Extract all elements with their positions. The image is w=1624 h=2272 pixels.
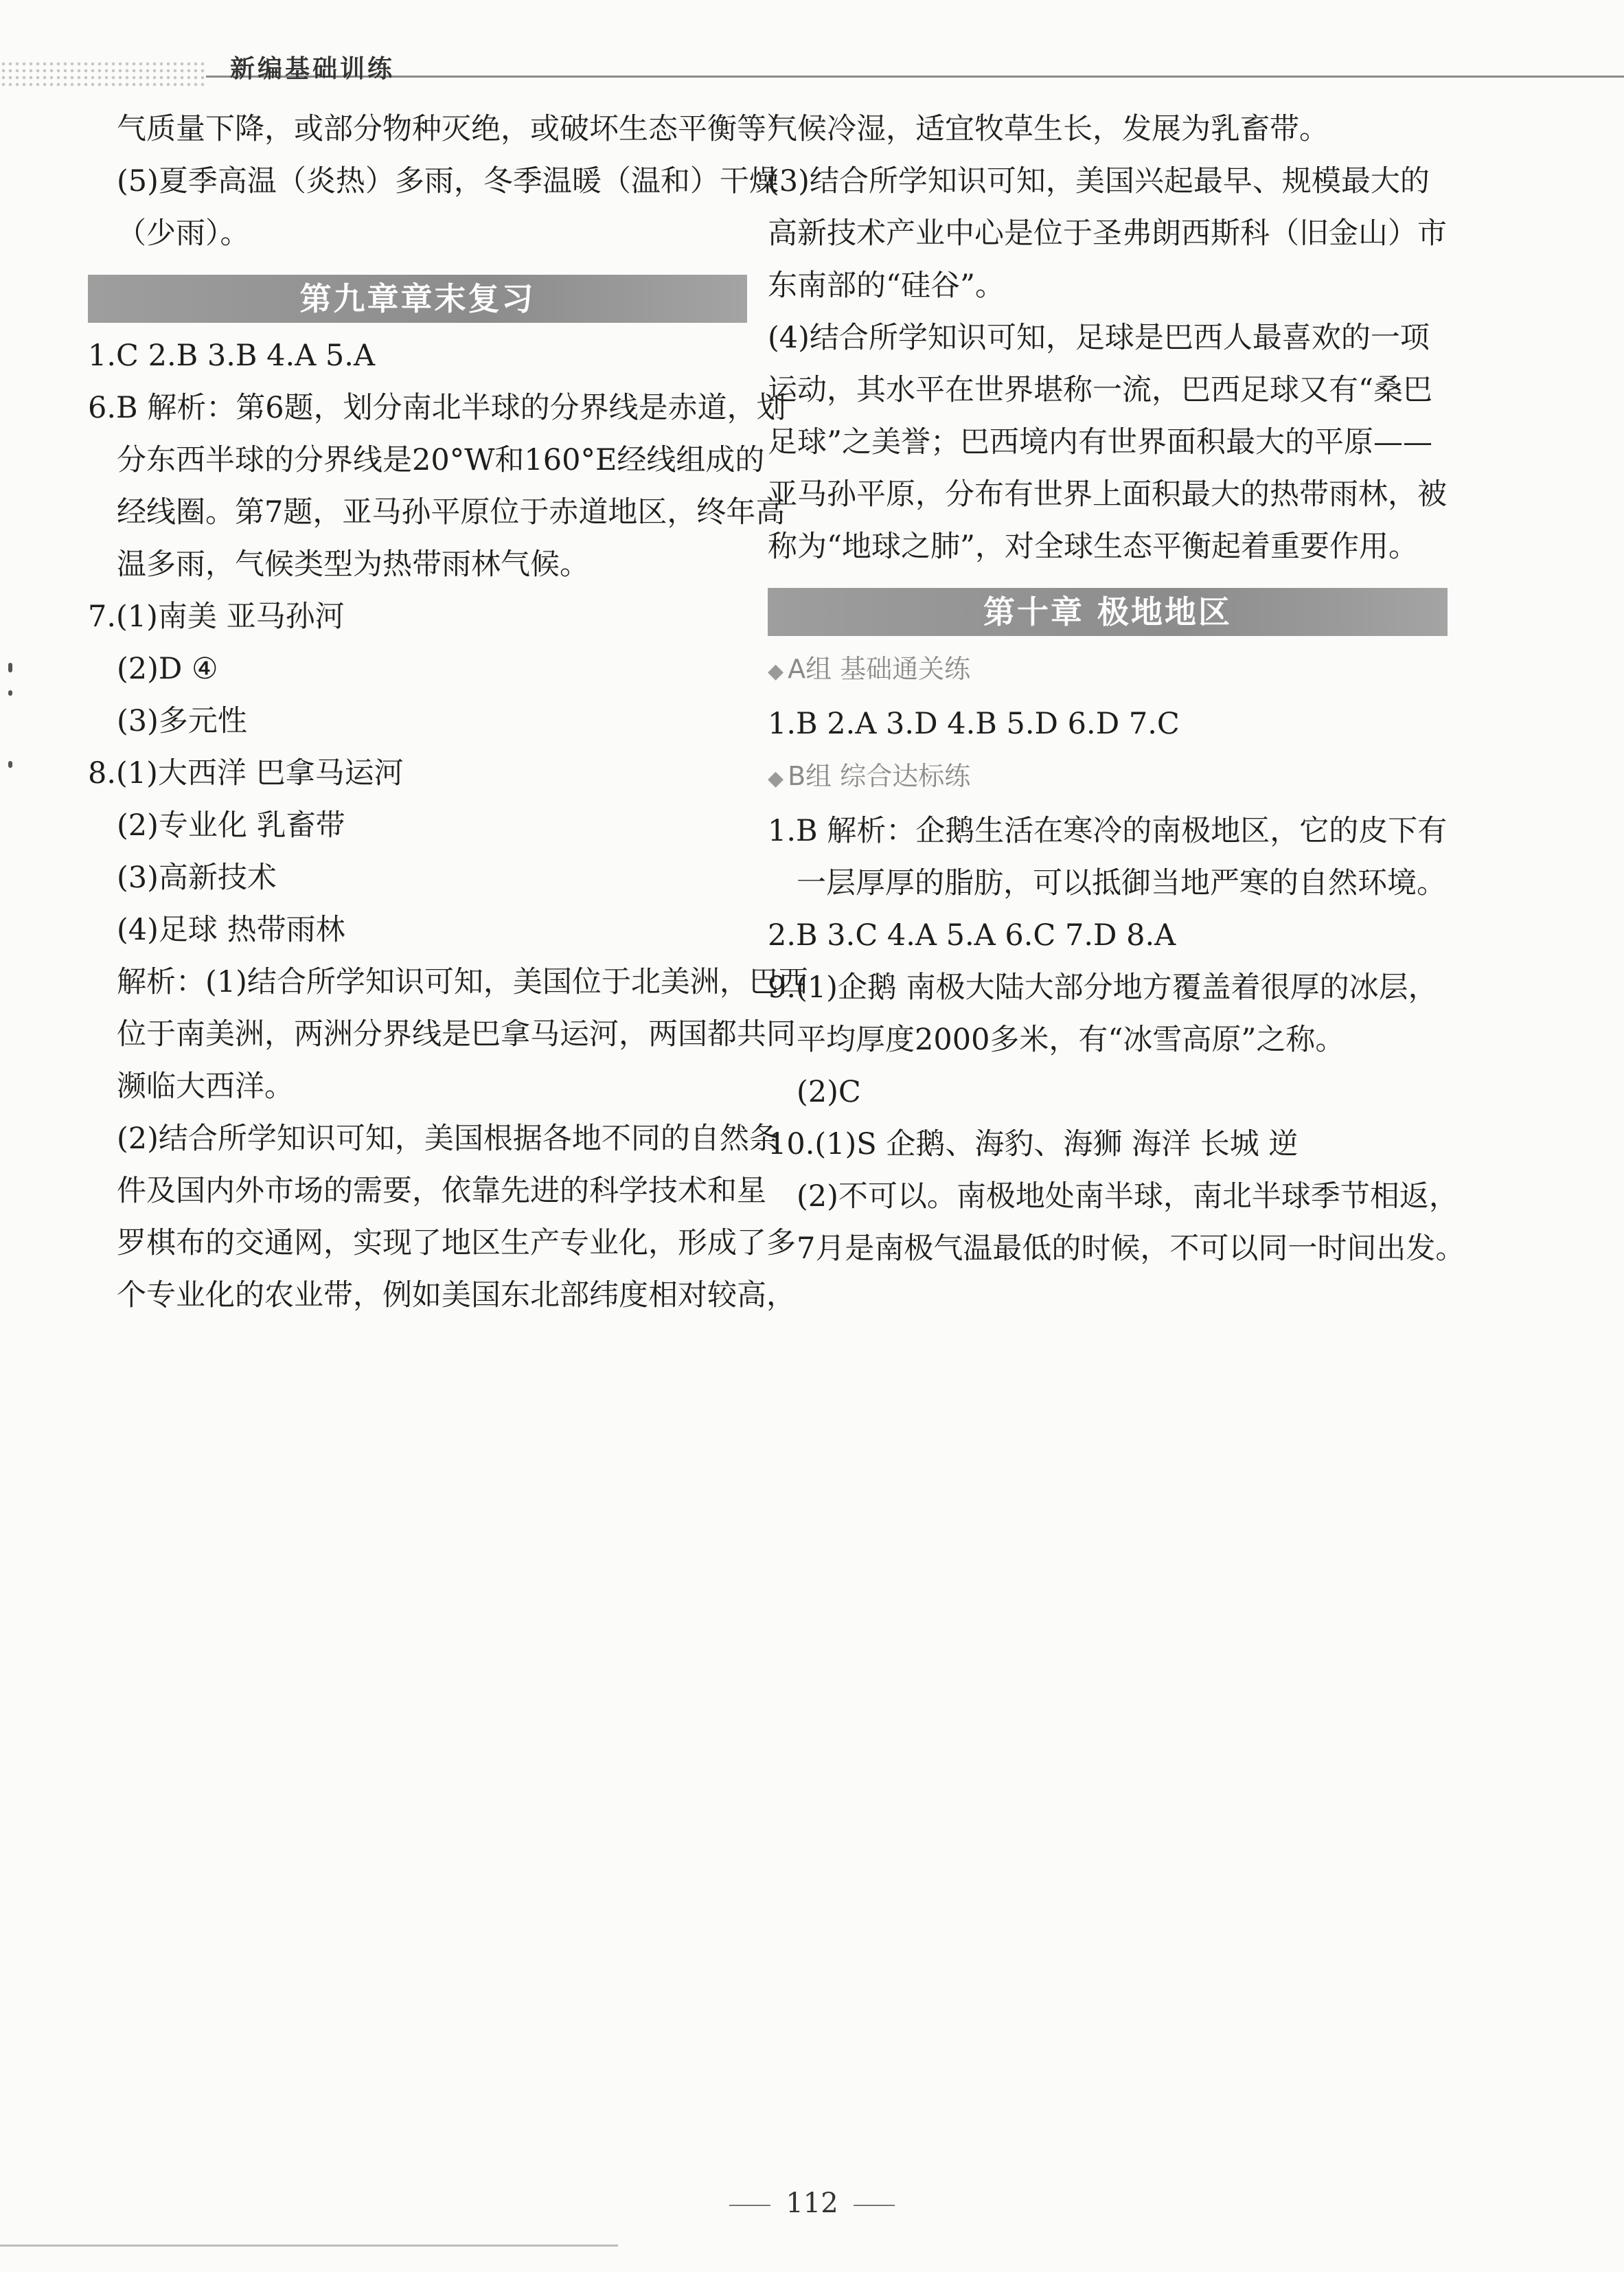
- footer-dash: [729, 2205, 770, 2206]
- text-line: 气质量下降，或部分物种灭绝，或破坏生态平衡等）: [117, 112, 796, 146]
- margin-mark: [8, 663, 12, 672]
- group-heading: [768, 750, 1448, 805]
- text-line: 温多雨，气候类型为热带雨林气候。: [117, 547, 589, 582]
- header-rule: [206, 76, 1624, 78]
- diamond-icon: ◆: [768, 766, 784, 791]
- text-line: 分东西半球的分界线是20°W和160°E经线组成的: [117, 443, 765, 477]
- text-line: 9.(1)企鹅 南极大陆大部分地方覆盖着很厚的冰层，: [768, 970, 1438, 1005]
- text-line: 高新技术产业中心是位于圣弗朗西斯科（旧金山）市: [768, 216, 1447, 251]
- diamond-icon: ◆: [768, 659, 784, 683]
- text-line: 称为“地球之肺”，对全球生态平衡起着重要作用。: [768, 530, 1418, 564]
- text-line: 1.B 解析：企鹅生活在寒冷的南极地区，它的皮下有: [768, 814, 1448, 848]
- text-line: 解析：(1)结合所学知识可知，美国位于北美洲，巴西: [117, 965, 808, 999]
- text-line: 经线圈。第7题，亚马孙平原位于赤道地区，终年高: [117, 495, 786, 530]
- text-line: 亚马孙平原，分布有世界上面积最大的热带雨林，被: [768, 477, 1447, 512]
- text-line: 东南部的“硅谷”。: [768, 269, 1005, 303]
- footer-dash: [854, 2205, 895, 2206]
- text-line: 平均厚度2000多米，有“冰雪高原”之称。: [797, 1023, 1345, 1057]
- text-line: 7月是南极气温最低的时候，不可以同一时间出发。: [797, 1231, 1465, 1266]
- chapter-banner: 第九章章末复习: [88, 275, 747, 323]
- text-line: 个专业化的农业带，例如美国东北部纬度相对较高，: [117, 1278, 796, 1313]
- group-heading: [768, 643, 1448, 698]
- margin-mark: [8, 761, 12, 768]
- text-line: 7.(1)南美 亚马孙河: [88, 600, 345, 634]
- text-line: (3)多元性: [117, 704, 247, 738]
- text-line: (2)C: [797, 1075, 861, 1109]
- text-line: 一层厚厚的脂肪，可以抵御当地严寒的自然环境。: [797, 866, 1446, 900]
- text-line: 运动，其水平在世界堪称一流，巴西足球又有“桑巴: [768, 373, 1432, 407]
- text-line: 濒临大西洋。: [117, 1069, 294, 1104]
- text-line: (2)D ④: [117, 652, 218, 686]
- text-line: (3)高新技术: [117, 861, 277, 895]
- text-line: 足球”之美誉；巴西境内有世界面积最大的平原——: [768, 425, 1432, 459]
- text-line: (3)结合所学知识可知，美国兴起最早、规模最大的: [768, 164, 1430, 198]
- left-column: [88, 103, 808, 1321]
- header-dot-pattern: [0, 60, 206, 89]
- text-line: 罗棋布的交通网，实现了地区生产专业化，形成了多: [117, 1226, 796, 1260]
- text-line: 6.B 解析：第6题，划分南北半球的分界线是赤道，划: [88, 391, 786, 425]
- text-line: 位于南美洲，两洲分界线是巴拿马运河，两国都共同: [117, 1017, 796, 1052]
- text-line: (2)专业化 乳畜带: [117, 808, 345, 843]
- header-title: 新编基础训练: [230, 55, 396, 83]
- text-line: （少雨）。: [117, 216, 250, 251]
- text-line: 1.C 2.B 3.B 4.A 5.A: [88, 339, 376, 373]
- group-heading-text: B组 综合达标练: [788, 761, 971, 791]
- group-heading-text: A组 基础通关练: [788, 654, 971, 684]
- text-line: 2.B 3.C 4.A 5.A 6.C 7.D 8.A: [768, 918, 1176, 953]
- text-line: (5)夏季高温（炎热）多雨，冬季温暖（温和）干燥: [117, 164, 779, 198]
- text-line: 件及国内外市场的需要，依靠先进的科学技术和星: [117, 1174, 766, 1208]
- text-line: (4)结合所学知识可知，足球是巴西人最喜欢的一项: [768, 321, 1430, 355]
- text-line: 气候冷湿，适宜牧草生长，发展为乳畜带。: [768, 112, 1329, 146]
- text-line: (2)不可以。南极地处南半球，南北半球季节相返，: [797, 1179, 1459, 1214]
- chapter-banner: 第十章 极地地区: [768, 588, 1448, 636]
- margin-mark: [8, 690, 12, 696]
- text-line: 8.(1)大西洋 巴拿马运河: [88, 756, 404, 791]
- text-line: (4)足球 热带雨林: [117, 913, 345, 947]
- bottom-rule: [0, 2245, 618, 2247]
- right-column: [768, 103, 1465, 1275]
- page-number: 112: [786, 2188, 838, 2219]
- text-line: 1.B 2.A 3.D 4.B 5.D 6.D 7.C: [768, 707, 1180, 741]
- text-line: 10.(1)S 企鹅、海豹、海狮 海洋 长城 逆: [768, 1127, 1299, 1161]
- page-footer: [0, 2188, 1624, 2219]
- text-line: (2)结合所学知识可知，美国根据各地不同的自然条: [117, 1122, 779, 1156]
